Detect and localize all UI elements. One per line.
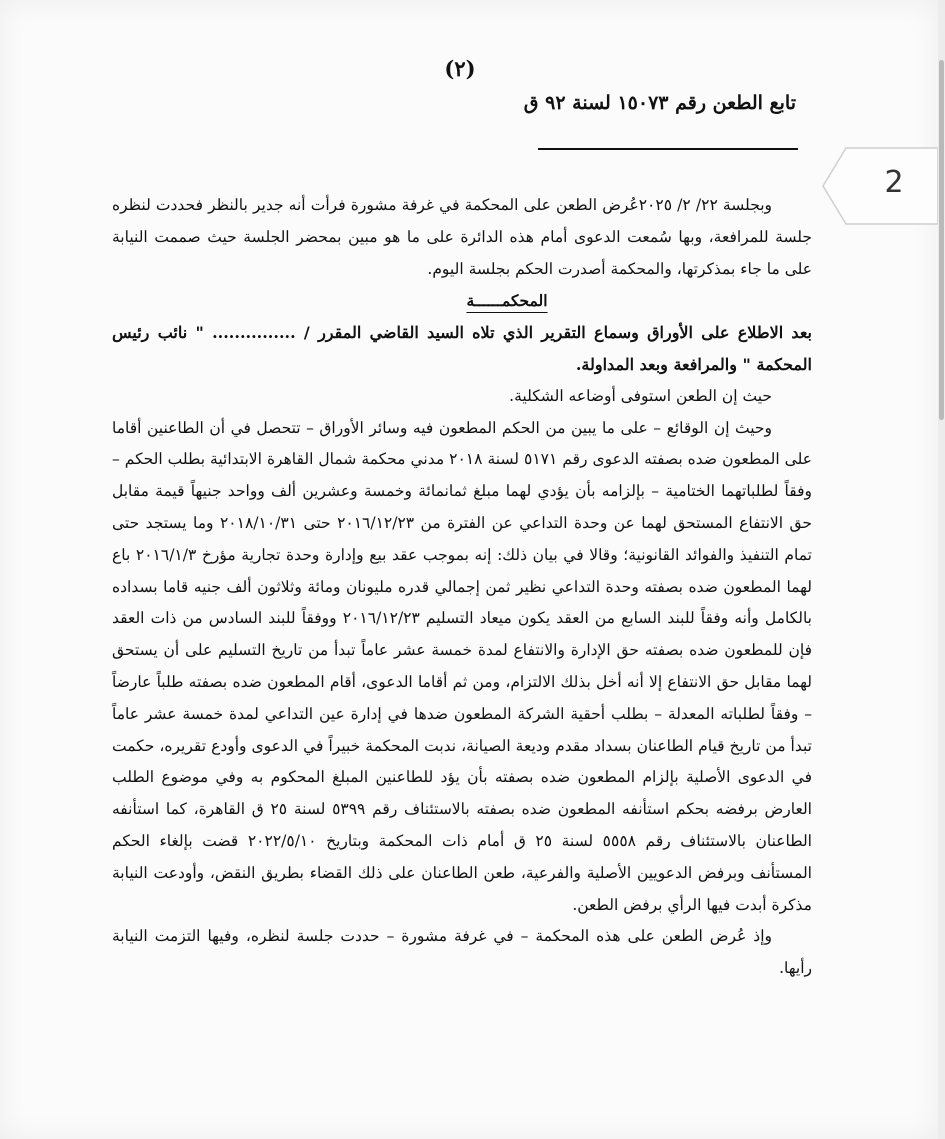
page-number: (٢): [444, 56, 476, 81]
page-tab[interactable]: [822, 147, 938, 225]
session-paragraph: وبجلسة ٢٢/ ٢/ ٢٠٢٥عُرض الطعن على المحكمة في غرفة مشورة فرأت أنه جدير بالنظر فحددت لنظره جلسة للمرافعة، وبها سُمعت الدعوى أمام هذه الدائرة على ما هو مبين بمحضر الجلسة حيث صممت النيابة على ما جاء بمذكرتها، والمحكمة أصدرت الحكم بجلسة اليوم.: [112, 196, 812, 278]
case-title: تابع الطعن رقم ١٥٠٧٣ لسنة ٩٢ ق: [523, 92, 796, 114]
page-tab-label: 2: [884, 165, 904, 200]
title-underline: [538, 148, 798, 150]
facts-paragraph: وحيث إن الوقائع – على ما يبين من الحكم المطعون فيه وسائر الأوراق – تتحصل في أن الطاعنين أقاما على المطعون ضده بصفته الدعوى رقم ٥١٧١ لسنة ٢٠١٨ مدني محكمة شمال القاهرة الابتدائية بطلب الحكم – وفقاً لطلباتهما الختامية – بإلزامه بأن يؤدي لهما مبلغ ثمانمائة وخمسة وعشرين ألف وواحد جنيهاً قيمة مقابل حق الانتفاع المستحق لهما عن وحدة التداعي عن الفترة من ٢٠١٦/١٢/٢٣ حتى ٢٠١٨/١٠/٣١ وما يستجد حتى تمام التنفيذ والفوائد القانونية؛ وقالا في بيان ذلك: إنه بموجب عقد بيع وإدارة وحدة تجارية مؤرخ ٢٠١٦/١/٣ باع لهما المطعون ضده بصفته وحدة التداعي نظير ثمن إجمالي قدره مليونان ومائة وثلاثون ألف جنيه قاما بسداده بالكامل وأنه وفقاً للبند السابع من العقد يكون ميعاد التسليم ٢٠١٦/١٢/٢٣ ووفقاً للبند السادس من ذات العقد فإن للمطعون ضده بصفته حق الإدارة والانتفاع لمدة خمسة عشر عاماً تبدأ من تاريخ التسليم على أن يستحق لهما مقابل حق الانتفاع إلا أنه أخل بذلك الالتزام، ومن ثم أقاما الدعوى، أقام المطعون ضده بصفته طلباً عارضاً – وفقاً لطلباته المعدلة – بطلب أحقية الشركة المطعون ضدها في إدارة عين التداعي لمدة خمسة عشر عاماً تبدأ من تاريخ قيام الطاعنان بسداد مقدم وديعة الصيانة، ندبت المحكمة خبيراً في الدعوى وأودع تقريره، حكمت في الدعوى الأصلية بإلزام المطعون ضده بصفته بأن يؤد للطاعنين المبلغ المحكوم به وفي موضوع الطلب العارض برفضه بحكم استأنفه المطعون ضده بصفته بالاستئناف رقم ٥٣٩٩ لسنة ٢٥ ق القاهرة، كما استأنفه الطاعنان بالاستئناف رقم ٥٥٥٨ لسنة ٢٥ ق أمام ذات المحكمة وبتاريخ ٢٠٢٢/٥/١٠ قضت بإلغاء الحكم المستأنف وبرفض الدعويين الأصلية والفرعية، طعن الطاعنان على ذلك القضاء بطريق النقض، وأودعت النيابة مذكرة أبدت فيها الرأي برفض الطعن.: [112, 418, 812, 914]
scrollbar[interactable]: [938, 0, 945, 1139]
court-heading: المحكمــــــة: [466, 291, 548, 311]
chamber-paragraph: وإذ عُرض الطعن على هذه المحكمة – في غرفة مشورة – حددت جلسة لنظره، وفيها التزمت النيابة رأيها.: [112, 927, 812, 978]
review-paragraph: بعد الاطلاع على الأوراق وسماع التقرير الذي تلاه السيد القاضي المقرر / ............... " نائب رئيس المحكمة " والمرافعة وبعد المداولة.: [112, 323, 813, 374]
formality-paragraph: حيث إن الطعن استوفى أوضاعه الشكلية.: [509, 386, 772, 405]
document-body: [112, 190, 812, 985]
scrollbar-thumb[interactable]: [939, 60, 944, 420]
